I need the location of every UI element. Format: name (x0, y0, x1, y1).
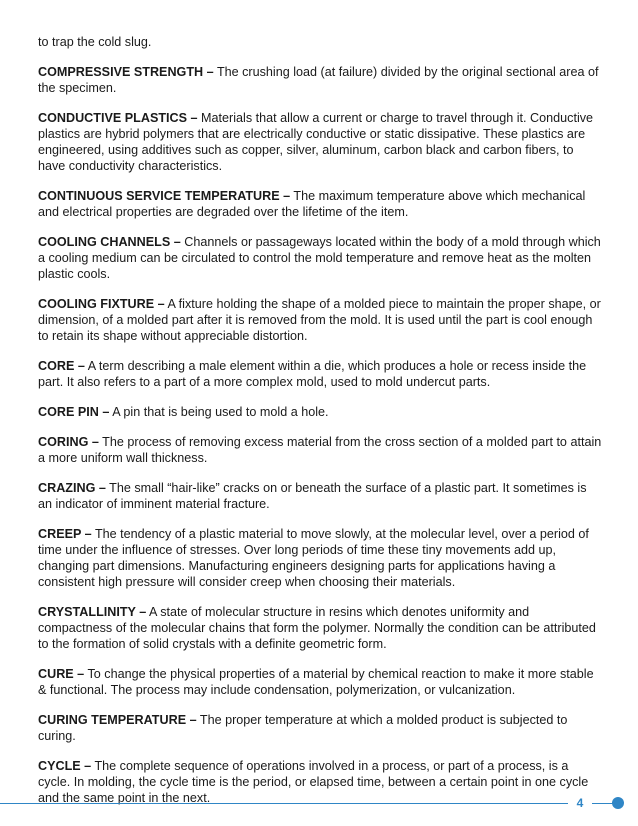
glossary-entry (38, 110, 603, 174)
glossary-entry (38, 758, 603, 806)
entry-definition: The proper temperature at which a molded product is subjected to curing. (38, 713, 568, 743)
entry-term: CYCLE – (38, 759, 92, 773)
entry-definition: The process of removing excess material from the cross section of a molded part to attain a more uniform wall thickness. (38, 435, 602, 465)
glossary-entry (38, 434, 603, 466)
entry-definition: A fixture holding the shape of a molded piece to maintain the proper shape, or dimension, of a molded part after it is removed from the mold. It is used until the part is cool enough to retain its shape without appreciable distortion. (38, 297, 601, 343)
glossary-body (38, 34, 603, 820)
entry-term: CORING – (38, 435, 99, 449)
continued-text: to trap the cold slug. (38, 35, 152, 49)
glossary-entry (38, 188, 603, 220)
footer-dot-icon (612, 797, 624, 809)
footer-rule (0, 803, 619, 804)
page-number: 4 (568, 795, 592, 811)
glossary-entry (38, 234, 603, 282)
entry-term: CONDUCTIVE PLASTICS – (38, 111, 198, 125)
glossary-entry (38, 404, 603, 420)
glossary-entry (38, 64, 603, 96)
entry-definition: The complete sequence of operations involved in a process, or part of a process, is a cycle. In molding, the cycle time is the period, or elapsed time, between a certain point in one cycle and the same point in the next. (38, 759, 589, 805)
glossary-entry (38, 666, 603, 698)
entry-term: CREEP – (38, 527, 92, 541)
entry-term: CRAZING – (38, 481, 106, 495)
glossary-entry (38, 712, 603, 744)
entry-definition: The crushing load (at failure) divided by the original sectional area of the specimen. (38, 65, 599, 95)
glossary-entry (38, 296, 603, 344)
entry-term: CONTINUOUS SERVICE TEMPERATURE – (38, 189, 291, 203)
entry-definition: A term describing a male element within a die, which produces a hole or recess inside the part. It also refers to a part of a more complex mold, used to mold undercut parts. (38, 359, 587, 389)
entry-definition: To change the physical properties of a material by chemical reaction to make it more stable & functional. The process may include condensation, polymerization, or vulcanization. (38, 667, 594, 697)
entry-term: CURE – (38, 667, 85, 681)
entry-term: COOLING CHANNELS – (38, 235, 181, 249)
entry-term: COOLING FIXTURE – (38, 297, 165, 311)
entry-definition: A pin that is being used to mold a hole. (112, 405, 329, 419)
entry-definition: The tendency of a plastic material to move slowly, at the molecular level, over a period of time under the influence of stresses. Over long periods of time these tiny movements add up, changing part dimensions. Manufacturing engineers designing parts for applications having a consistent high pressure will consider creep when choosing their materials. (38, 527, 589, 589)
entry-definition: Channels or passageways located within the body of a mold through which a cooling medium can be circulated to control the mold temperature and remove heat as the molten plastic cools. (38, 235, 601, 281)
entry-term: CRYSTALLINITY – (38, 605, 147, 619)
glossary-entry (38, 358, 603, 390)
glossary-entry (38, 526, 603, 590)
entry-term: CORE PIN – (38, 405, 110, 419)
entry-definition: The small “hair-like” cracks on or beneath the surface of a plastic part. It sometimes is an indicator of imminent material fracture. (38, 481, 587, 511)
glossary-entry (38, 604, 603, 652)
entry-definition: Materials that allow a current or charge to travel through it. Conductive plastics are hybrid polymers that are electrically conductive or static dissipative. These plastics are engineered, using additives such as copper, silver, aluminum, carbon black and carbon fibers, to have conductivity characteristics. (38, 111, 594, 173)
glossary-entry (38, 480, 603, 512)
entry-definition: The maximum temperature above which mechanical and electrical properties are degraded over the lifetime of the item. (38, 189, 586, 219)
entry-term: COMPRESSIVE STRENGTH – (38, 65, 214, 79)
entry-term: CURING TEMPERATURE – (38, 713, 197, 727)
entry-definition: A state of molecular structure in resins which denotes uniformity and compactness of the molecular chains that form the polymer. Normally the condition can be attributed to the formation of solid crystals with a definite geometric form. (38, 605, 596, 651)
entry-term: CORE – (38, 359, 85, 373)
